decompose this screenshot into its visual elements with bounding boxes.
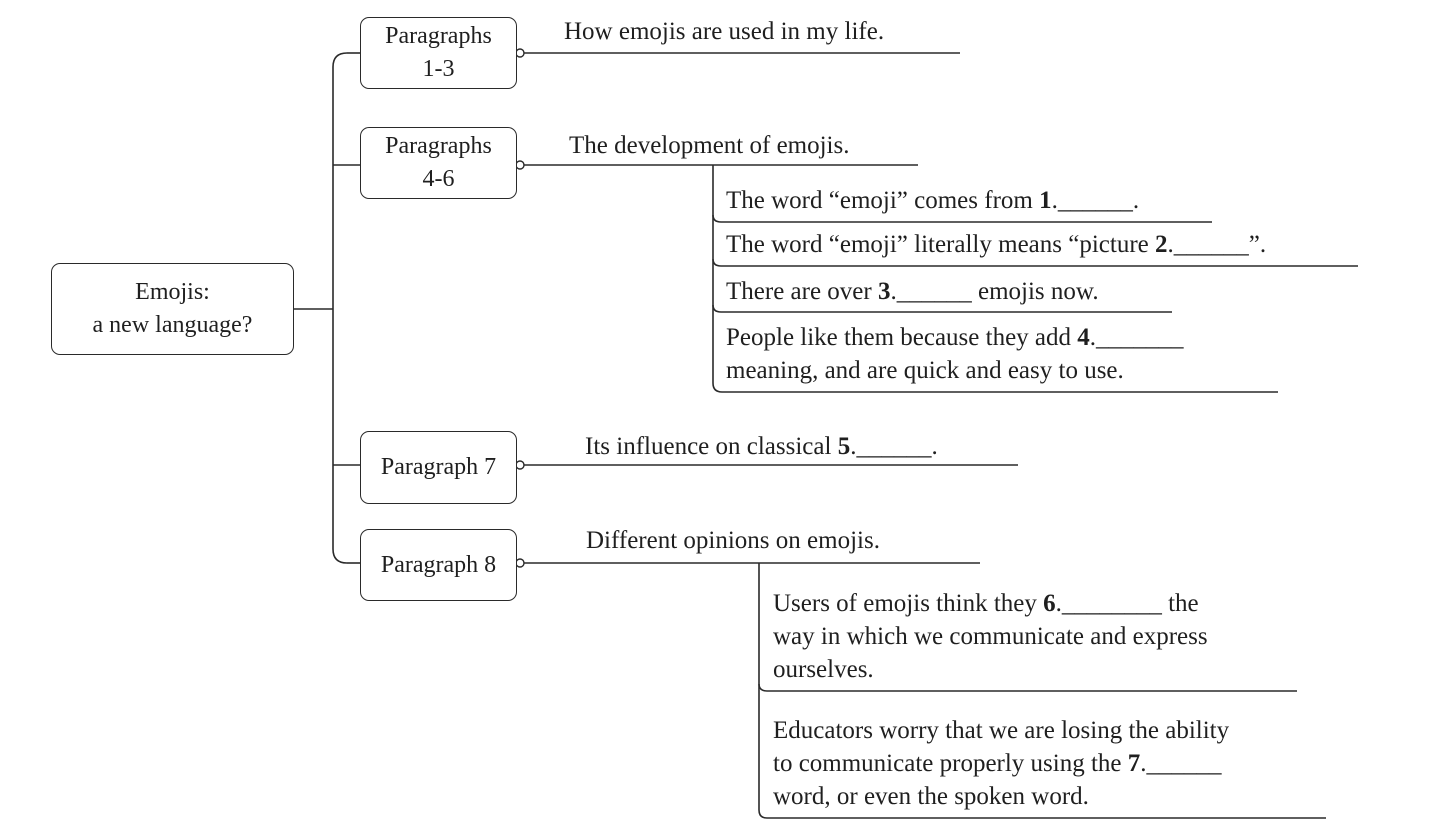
detail-text: The word “emoji” comes from <box>726 187 1040 214</box>
blank-number: 5 <box>837 433 851 460</box>
detail-text: There are over <box>726 278 878 305</box>
section-box-paragraph-8 <box>360 529 517 601</box>
blank-number: 1 <box>1039 187 1052 214</box>
detail-text: People like them because they add <box>726 324 1078 351</box>
detail-text: to communicate properly using the <box>773 750 1128 777</box>
detail-item <box>726 228 1266 261</box>
detail-text: Users of emojis think they <box>773 590 1044 617</box>
summary-text: Its influence on classical <box>585 433 838 460</box>
blank-line: .______ <box>1140 750 1222 777</box>
detail-item <box>773 714 1229 813</box>
blank-number: 7 <box>1127 750 1141 777</box>
central-topic <box>51 263 294 355</box>
detail-text: word, or even the spoken word. <box>773 783 1089 810</box>
section-label-range: 4-6 <box>422 166 455 192</box>
blank-line: .______. <box>850 433 938 460</box>
blank-line: .______”. <box>1167 231 1267 258</box>
detail-text: ourselves. <box>773 656 874 683</box>
blank-number: 4 <box>1077 324 1090 351</box>
section-summary: Different opinions on emojis. <box>586 527 880 554</box>
section-label-range: 1-3 <box>422 56 455 82</box>
section-box-paragraph-7 <box>360 431 517 504</box>
blank-line: ._______ <box>1089 324 1184 351</box>
section-summary <box>585 430 938 463</box>
detail-text: Educators worry that we are losing the ability <box>773 717 1230 744</box>
blank-number: 3 <box>877 278 891 305</box>
detail-text: The word “emoji” literally means “picture <box>726 231 1155 258</box>
section-box-paragraphs-4-6 <box>360 127 517 199</box>
central-topic-line2: a new language? <box>92 312 253 338</box>
blank-line: .______ emojis now. <box>890 278 1099 305</box>
section-box-paragraphs-1-3 <box>360 17 517 89</box>
section-label: Paragraphs <box>385 133 492 159</box>
detail-item <box>773 587 1208 686</box>
blank-number: 2 <box>1155 231 1168 258</box>
detail-item <box>726 184 1139 217</box>
blank-line: .________ the <box>1055 590 1199 617</box>
detail-item <box>726 321 1184 387</box>
central-topic-line1: Emojis: <box>135 279 210 305</box>
section-label: Paragraphs <box>385 23 492 49</box>
section-summary: The development of emojis. <box>569 132 850 159</box>
blank-number: 6 <box>1043 590 1056 617</box>
blank-line: .______. <box>1051 187 1140 214</box>
section-label: Paragraph 7 <box>380 454 497 480</box>
section-summary: How emojis are used in my life. <box>564 18 885 45</box>
detail-text: way in which we communicate and express <box>773 623 1208 650</box>
section-label: Paragraph 8 <box>380 551 497 578</box>
detail-text: meaning, and are quick and easy to use. <box>726 357 1124 384</box>
detail-item <box>726 275 1099 308</box>
